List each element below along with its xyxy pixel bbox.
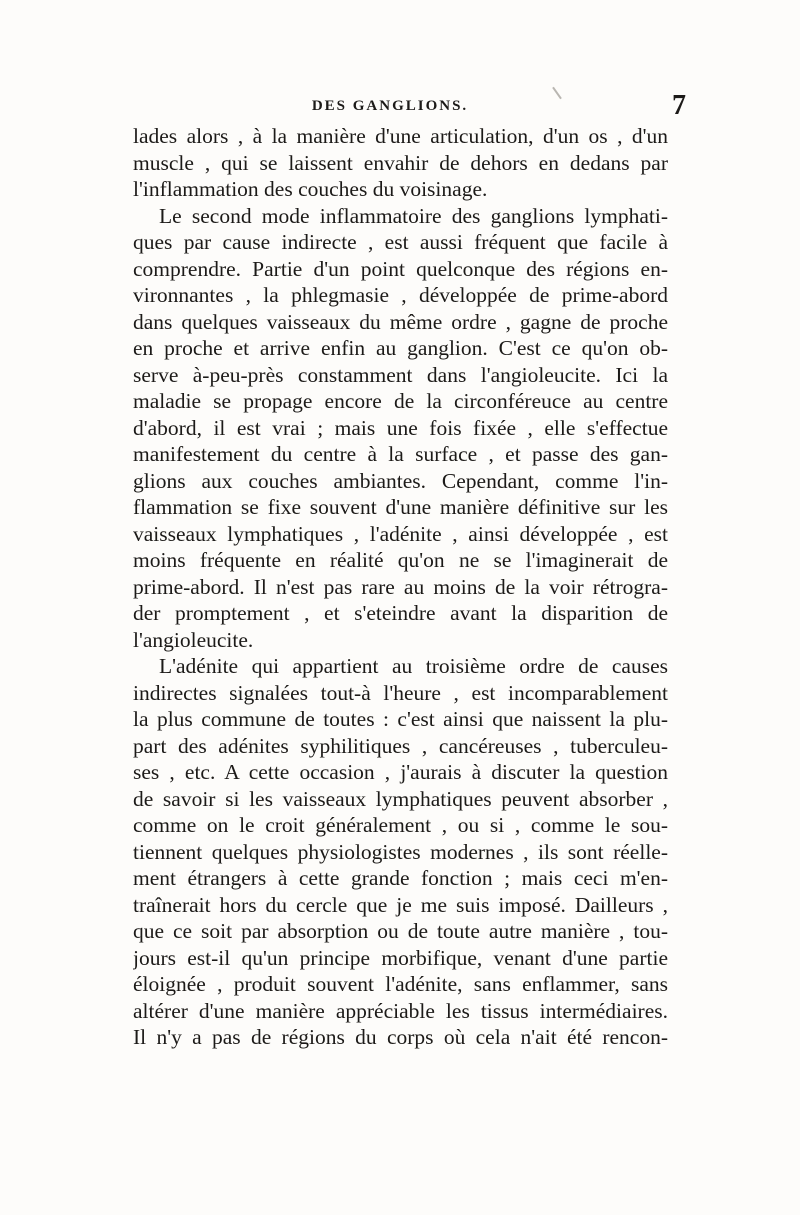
text-line: Il n'y a pas de régions du corps où cela n'ait été rencon-: [133, 1025, 668, 1049]
text-line: manifestement du centre à la surface , et passe des gan-: [133, 442, 668, 466]
text-line: l'angioleucite.: [133, 627, 254, 652]
text-line: altérer d'une manière appréciable les tissus intermédiaires.: [133, 998, 668, 1023]
text-line: ses , etc. A cette occasion , j'aurais à discuter la question: [133, 760, 668, 784]
text-line: l'inflammation des couches du voisinage.: [133, 177, 488, 201]
text-line: maladie se propage encore de la circonféreuce au centre: [133, 389, 668, 413]
running-head: [120, 90, 686, 121]
text-line: vaisseaux lymphatiques , l'adénite , ainsi développée , est: [133, 521, 668, 546]
running-title: DES GANGLIONS.: [311, 98, 469, 114]
body-text: [133, 123, 668, 1051]
text-line: muscle , qui se laissent envahir de dehors en dedans par: [133, 150, 668, 175]
text-line: flammation se fixe souvent d'une manière définitive sur les: [133, 495, 668, 519]
text-line: indirectes signalées tout-à l'heure , est incomparablement: [133, 680, 668, 705]
text-line: jours est-il qu'un principe morbifique, venant d'une partie: [133, 945, 668, 970]
text-line: L'adénite qui appartient au troisième ordre de causes: [159, 654, 668, 678]
text-line: dans quelques vaisseaux du même ordre , gagne de proche: [133, 309, 668, 334]
text-line: moins fréquente en réalité qu'on ne se l'imaginerait de: [133, 548, 668, 572]
paragraph-3: [133, 653, 668, 1051]
text-line: que ce soit par absorption ou de toute autre manière , tou-: [133, 919, 668, 943]
text-line: Le second mode inflammatoire des ganglions lymphati-: [159, 203, 668, 228]
text-line: éloignée , produit souvent l'adénite, sans enflammer, sans: [133, 972, 668, 996]
text-line: lades alors , à la manière d'une articulation, d'un os , d'un: [133, 124, 668, 148]
text-line: en proche et arrive enfin au ganglion. C'est ce qu'on ob-: [133, 336, 668, 360]
paragraph-1: [133, 123, 668, 203]
text-line: traînerait hors du cercle que je me suis imposé. Dailleurs ,: [133, 892, 668, 917]
page-number: 7: [672, 90, 686, 121]
text-line: tiennent quelques physiologistes modernes , ils sont réelle-: [133, 839, 668, 864]
text-line: de savoir si les vaisseaux lymphatiques peuvent absorber ,: [133, 786, 668, 811]
text-line: serve à-peu-près constamment dans l'angioleucite. Ici la: [133, 362, 668, 387]
text-line: d'abord, il est vrai ; mais une fois fixée , elle s'effectue: [133, 415, 668, 440]
text-line: prime-abord. Il n'est pas rare au moins de la voir rétrogra-: [133, 574, 668, 599]
text-line: la plus commune de toutes : c'est ainsi que naissent la plu-: [133, 707, 668, 731]
text-line: ques par cause indirecte , est aussi fréquent que facile à: [133, 230, 668, 254]
text-line: part des adénites syphilitiques , cancéreuses , tuberculeu-: [133, 733, 668, 758]
text-line: comprendre. Partie d'un point quelconque des régions en-: [133, 256, 668, 281]
text-line: der promptement , et s'eteindre avant la disparition de: [133, 601, 668, 625]
text-line: vironnantes , la phlegmasie , développée de prime-abord: [133, 283, 668, 307]
text-line: glions aux couches ambiantes. Cependant, comme l'in-: [133, 468, 668, 493]
text-line: ment étrangers à cette grande fonction ; mais ceci m'en-: [133, 866, 668, 890]
paragraph-2: [133, 203, 668, 654]
text-line: comme on le croit généralement , ou si , comme le sou-: [133, 813, 668, 837]
